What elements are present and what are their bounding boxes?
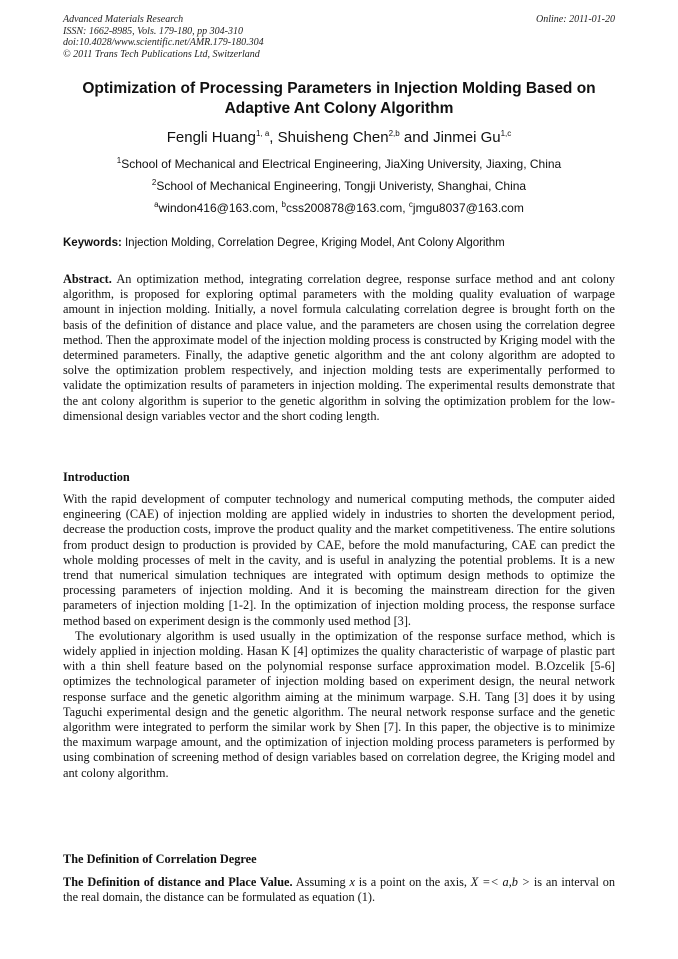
affiliation-2 (40, 179, 638, 194)
email-sup: a (154, 200, 159, 209)
math-interval: X =< a,b > (470, 875, 531, 889)
affiliation-text: School of Mechanical and Electrical Engineering, JiaXing University, Jiaxing, China (121, 157, 562, 171)
author-list (40, 128, 638, 148)
copyright-line: © 2011 Trans Tech Publications Ltd, Switzerland (63, 48, 260, 60)
definition-text: Assuming (292, 875, 350, 889)
doi-line[interactable]: doi:10.4028/www.scientific.net/AMR.179-180.304 (63, 37, 264, 48)
affiliation-sup: 1 (116, 156, 122, 165)
definition-paragraph (63, 875, 615, 905)
paper-title (40, 79, 638, 119)
math-variable-x: x (349, 875, 355, 889)
definition-text: is an interval on the real domain, the distance can be formulated as equation (1). (63, 875, 615, 905)
author-name: Shuisheng Chen (277, 129, 389, 146)
affiliation-sup: 2 (151, 178, 157, 187)
affiliation-1 (40, 157, 638, 172)
section-heading-correlation: The Definition of Correlation Degree (63, 852, 257, 866)
paragraph: With the rapid development of computer technology and numerical computing methods, the computer aided engineering (CAE) of injection molding are applied widely in industries to shorten the development period, decrease the production costs, improve the product quality and the market competitiveness. The entire solutions from product design to production is provided by CAE, before the mold manufacturing, CAE can predict the whole molding processes of melt in the cavity, and is useful in analyzing the potential problems. It is a new trend that numerical simulation techniques are integrated with optimum design methods to optimize the processing parameters of injection molding. And it is becoming the mainstream direction for the given parameters of injection molding [1-2]. In the optimization of injection molding process, the response surface method based on experiment design is the commonly used method [3]. (63, 492, 615, 628)
email-sup: b (281, 200, 286, 209)
author-name: Fengli Huang (166, 129, 256, 146)
abstract (63, 272, 615, 424)
author-name: Jinmei Gu (433, 129, 501, 146)
author-sep: and (399, 129, 434, 146)
journal-name: Advanced Materials Research (63, 14, 184, 25)
definition-text: is a point on the axis, (354, 875, 471, 889)
abstract-text: An optimization method, integrating correlation degree, response surface method and ant colony algorithm, is proposed for exploring optimal parameters with the molding quality evaluation of warpage amount in injection molding. Initially, a novel formula calculating correlation degree is brought forth on the basis of the definition of distance and place value, and the parameters are chosen using the correlation degree method. Then the approximate model of the injection molding process is constructed by Kriging model with the determined parameters. Finally, the adaptive genetic algorithm and the ant colony algorithm are adopted to solve the optimization problem respectively, and injection molding tests are experimentally performed to validate the optimization results of parameters in injection molding. The experimental results demonstrate that the ant colony algorithm is superior to the genetic algorithm in solving the optimization problem for the low-dimensional design variables vector and the short coding length. (63, 272, 615, 423)
author-sep: , (269, 129, 278, 146)
keywords-text: Injection Molding, Correlation Degree, Kriging Model, Ant Colony Algorithm (121, 237, 505, 249)
email-a[interactable]: windon416@163.com, (158, 201, 282, 215)
issn-line: ISSN: 1662-8985, Vols. 179-180, pp 304-310 (63, 25, 243, 37)
keywords-label: Keywords: (63, 237, 122, 249)
title-line-2: Adaptive Ant Colony Algorithm (224, 100, 454, 117)
author-sup: 1,c (500, 129, 512, 138)
email-list (40, 201, 638, 216)
author-sup: 2,b (388, 129, 400, 138)
introduction-body (63, 492, 615, 781)
email-sup: c (408, 200, 413, 209)
paragraph: The evolutionary algorithm is used usually in the optimization of the response surface method, which is widely applied in injection molding. Hasan K [4] optimizes the quality characteristic of warpage of plastic part with a thin shell feature based on the polynomial response surface approximation model. B.Ozcelik [5-6] optimizes the technological parameter of injection molding based on experiment design, the neural network response surface and the genetic algorithm aiming at the minimum warpage. S.H. Tang [3] does it by using Taguchi experimental design and the genetic algorithm. The neural network response surface and the genetic algorithm were integrated to perform the similar work by Shen [7]. In this paper, the objective is to minimize the maximum warpage amount, and the optimization of injection molding process parameters is performed by using combination of screening method of design variables based on correlation degree, the Kriging model and ant colony algorithm. (63, 628, 615, 780)
email-b[interactable]: css200878@163.com, (286, 201, 409, 215)
journal-header (63, 14, 615, 60)
title-line-1: Optimization of Processing Parameters in Injection Molding Based on (82, 80, 596, 97)
section-heading-introduction: Introduction (63, 470, 130, 484)
keywords (63, 236, 615, 251)
affiliation-text: School of Mechanical Engineering, Tongji Univeristy, Shanghai, China (156, 179, 527, 193)
author-sup: 1, a (255, 129, 270, 138)
email-c[interactable]: jmgu8037@163.com (412, 201, 524, 215)
definition-label: The Definition of distance and Place Value. (63, 875, 293, 889)
online-date: Online: 2011-01-20 (536, 14, 615, 25)
abstract-label: Abstract. (63, 272, 112, 286)
